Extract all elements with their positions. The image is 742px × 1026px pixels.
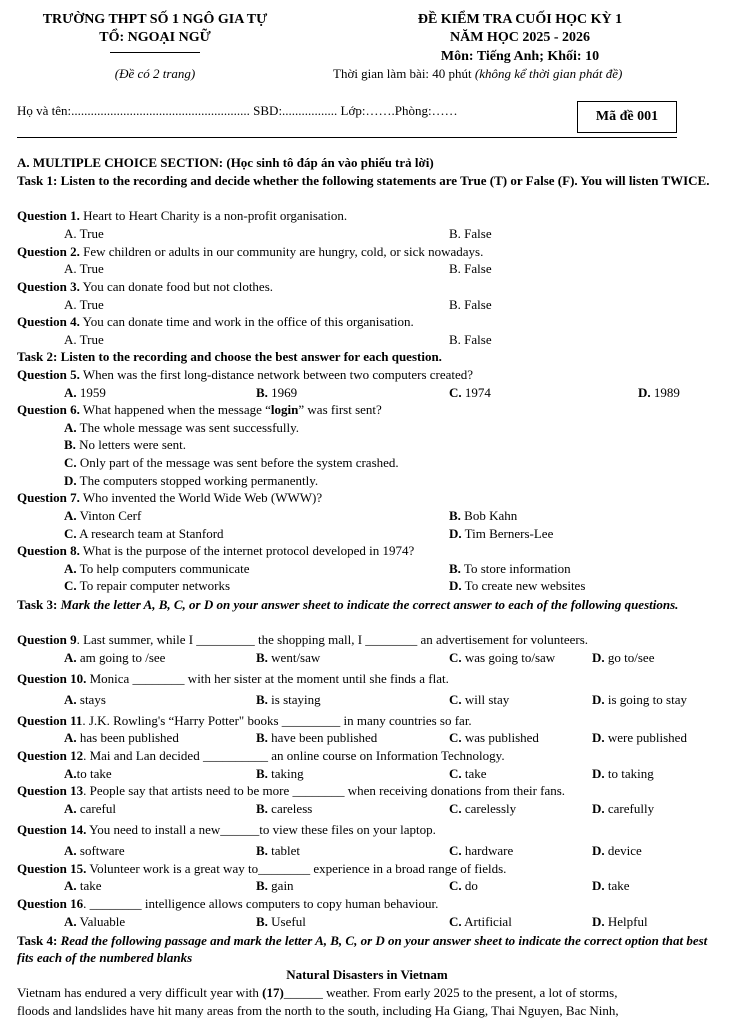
- option-letter: D.: [592, 692, 605, 707]
- option-text: has been published: [76, 730, 179, 745]
- option-letter: A.: [64, 420, 77, 435]
- question-number: Question 1.: [17, 208, 80, 223]
- question-text: Volunteer work is a great way to________ experience in a broad range of fields.: [86, 861, 507, 876]
- school-year: NĂM HỌC 2025 - 2026: [450, 30, 590, 45]
- option-letter: C.: [449, 650, 462, 665]
- question-text: . Mai and Lan decided __________ an online course on Information Technology.: [83, 748, 505, 763]
- exam-title: ĐỀ KIỂM TRA CUỐI HỌC KỲ 1: [417, 12, 623, 27]
- option-letter: D.: [592, 650, 605, 665]
- q3-option-b[interactable]: B. False: [449, 297, 492, 312]
- q12-option-b[interactable]: [256, 766, 304, 782]
- question-text: Who invented the World Wide Web (WWW)?: [79, 490, 323, 505]
- option-letter: B.: [256, 766, 268, 781]
- option-letter: C.: [449, 878, 462, 893]
- option-text: was published: [461, 730, 539, 745]
- q8-option-d[interactable]: [449, 578, 585, 594]
- option-text: The computers stopped working permanently.: [76, 473, 319, 488]
- q15-option-c[interactable]: [449, 878, 478, 894]
- question-keyword: login: [270, 402, 299, 417]
- question-text: . J.K. Rowling's “Harry Potter" books _________ in many countries so far.: [82, 713, 472, 728]
- question-text: You can donate food but not clothes.: [79, 279, 274, 294]
- option-text: take: [461, 766, 487, 781]
- option-text: 1969: [267, 385, 298, 400]
- exam-code-box: [577, 101, 677, 133]
- option-text: To store information: [460, 561, 571, 576]
- question-text-end: ” was first sent?: [298, 402, 382, 417]
- question-number: Question 2.: [17, 244, 80, 259]
- q16-option-d[interactable]: [592, 914, 648, 930]
- option-text: 1974: [461, 385, 491, 400]
- passage-text: Vietnam has endured a very difficult year with: [17, 985, 263, 1000]
- option-text: Useful: [267, 914, 306, 929]
- option-letter: B.: [256, 692, 268, 707]
- question-text: . Last summer, while I _________ the shopping mall, I ________ an advertisement for volunteers.: [76, 632, 589, 647]
- option-text: A research team at Stanford: [76, 526, 224, 541]
- option-letter: A.: [64, 801, 77, 816]
- q13-option-a[interactable]: [64, 801, 116, 817]
- option-text: carelessly: [461, 801, 517, 816]
- q8-option-b[interactable]: [449, 561, 571, 577]
- subject: Môn: Tiếng Anh; Khối: 10: [440, 49, 600, 64]
- option-text: The whole message was sent successfully.: [76, 420, 300, 435]
- q15-option-b[interactable]: [256, 878, 294, 894]
- option-letter: C.: [449, 385, 462, 400]
- question-7: [17, 490, 322, 506]
- exam-code: Mã đề 001: [595, 109, 659, 124]
- q15-option-a[interactable]: [64, 878, 102, 894]
- passage-title: Natural Disasters in Vietnam: [286, 967, 448, 982]
- q11-option-a[interactable]: [64, 730, 179, 746]
- option-letter: D.: [449, 526, 462, 541]
- question-16: [17, 896, 438, 912]
- question-text: You can donate time and work in the office of this organisation.: [79, 314, 414, 329]
- question-9: [17, 632, 588, 648]
- option-letter: A.: [64, 650, 77, 665]
- option-letter: B.: [64, 437, 76, 452]
- option-text: to take: [76, 766, 112, 781]
- question-number: Question 16: [17, 896, 84, 911]
- option-letter: D.: [592, 801, 605, 816]
- option-text: was going to/saw: [461, 650, 556, 665]
- option-text: am going to /see: [76, 650, 166, 665]
- q14-option-c[interactable]: [449, 843, 513, 859]
- question-text: Monica ________ with her sister at the moment until she finds a flat.: [86, 671, 449, 686]
- q5-option-a[interactable]: [64, 385, 106, 401]
- question-text: . ________ intelligence allows computers to copy human behaviour.: [83, 896, 439, 911]
- q2-option-b[interactable]: B. False: [449, 261, 492, 276]
- option-letter: A.: [64, 766, 77, 781]
- question-number: Question 11: [17, 713, 83, 728]
- option-letter: D.: [592, 878, 605, 893]
- q1-option-a[interactable]: A. True: [64, 226, 104, 241]
- option-letter: C.: [449, 766, 462, 781]
- task2-instructions: Task 2: Listen to the recording and choose the best answer for each question.: [17, 349, 442, 364]
- option-letter: A.: [64, 385, 77, 400]
- q10-option-d[interactable]: [592, 692, 687, 708]
- q7-option-d[interactable]: [449, 526, 553, 542]
- question-number: Question 14.: [17, 822, 87, 837]
- q6-option-a[interactable]: [64, 420, 299, 436]
- question-text: What is the purpose of the internet protocol developed in 1974?: [79, 543, 415, 558]
- q12-option-a[interactable]: [64, 766, 112, 782]
- option-letter: D.: [592, 730, 605, 745]
- section-a-title: A. MULTIPLE CHOICE SECTION: (Học sinh tô đáp án vào phiếu trả lời): [17, 155, 434, 170]
- question-13: [17, 783, 565, 799]
- task-text: Read the following passage and mark the letter A, B, C, or D on your answer sheet to indicate the correct option that best fits each of the numbered blanks: [17, 933, 708, 965]
- question-12: [17, 748, 505, 764]
- q1-option-b[interactable]: B. False: [449, 226, 492, 241]
- option-text: taking: [267, 766, 304, 781]
- option-text: To repair computer networks: [76, 578, 230, 593]
- question-6: [17, 402, 382, 418]
- q9-option-d[interactable]: [592, 650, 654, 666]
- q10-option-b[interactable]: [256, 692, 321, 708]
- question-5: [17, 367, 473, 383]
- department: TỔ: NGOẠI NGỮ: [99, 30, 211, 45]
- option-letter: A.: [64, 508, 77, 523]
- passage-line-1: [17, 985, 617, 1001]
- q7-option-c[interactable]: [64, 526, 224, 542]
- passage-text-cont: ______ weather. From early 2025 to the present, a lot of storms,: [283, 985, 618, 1000]
- q13-option-c[interactable]: [449, 801, 516, 817]
- option-text: tablet: [267, 843, 301, 858]
- option-letter: B.: [256, 878, 268, 893]
- question-number: Question 6.: [17, 402, 80, 417]
- option-letter: B.: [256, 385, 268, 400]
- q16-option-c[interactable]: [449, 914, 512, 930]
- option-letter: A.: [64, 878, 77, 893]
- option-text: Bob Kahn: [460, 508, 518, 523]
- option-letter: A.: [64, 914, 77, 929]
- option-text: No letters were sent.: [75, 437, 187, 452]
- question-11: [17, 713, 472, 729]
- option-letter: B.: [256, 650, 268, 665]
- option-text: To create new websites: [461, 578, 586, 593]
- task1-instructions: Task 1: Listen to the recording and decide whether the following statements are True (T) or False (F). You will listen TWICE.: [17, 173, 710, 188]
- q11-option-d[interactable]: [592, 730, 687, 746]
- q3-option-a[interactable]: A. True: [64, 297, 104, 312]
- option-letter: D.: [592, 766, 605, 781]
- option-letter: C.: [64, 578, 77, 593]
- q15-option-d[interactable]: [592, 878, 630, 894]
- page-count: (Đề có 2 trang): [114, 66, 196, 81]
- option-text: Vinton Cerf: [76, 508, 142, 523]
- option-letter: D.: [592, 843, 605, 858]
- question-15: [17, 861, 506, 877]
- q6-option-c[interactable]: [64, 455, 399, 471]
- task4-instructions: [17, 932, 723, 966]
- q16-option-a[interactable]: [64, 914, 125, 930]
- student-info-line[interactable]: Họ và tên:....................................................... SBD:................. Lớp:…….Phòng:……: [17, 103, 458, 118]
- q16-option-b[interactable]: [256, 914, 306, 930]
- option-letter: A.: [64, 843, 77, 858]
- option-letter: D.: [449, 578, 462, 593]
- q12-option-c[interactable]: [449, 766, 487, 782]
- option-letter: B.: [449, 508, 461, 523]
- q6-option-b[interactable]: [64, 437, 186, 453]
- q14-option-d[interactable]: [592, 843, 642, 859]
- option-text: To help computers communicate: [76, 561, 250, 576]
- question-text: . People say that artists need to be more ________ when receiving donations from their fans.: [83, 783, 566, 798]
- question-3: [17, 279, 273, 295]
- q8-option-c[interactable]: [64, 578, 230, 594]
- option-letter: A.: [64, 692, 77, 707]
- option-letter: C.: [449, 914, 462, 929]
- option-letter: A.: [64, 730, 77, 745]
- task-label: Task 4:: [17, 933, 61, 948]
- question-number: Question 5.: [17, 367, 80, 382]
- question-number: Question 9: [17, 632, 77, 647]
- option-letter: A.: [64, 561, 77, 576]
- q5-option-b[interactable]: [256, 385, 297, 401]
- option-text: device: [604, 843, 642, 858]
- divider: [17, 137, 677, 138]
- q9-option-a[interactable]: [64, 650, 165, 666]
- blank-17: (17): [262, 985, 284, 1000]
- header-underline: [110, 52, 200, 53]
- question-number: Question 3.: [17, 279, 80, 294]
- option-text: hardware: [461, 843, 514, 858]
- option-letter: C.: [64, 526, 77, 541]
- task-text: Mark the letter A, B, C, or D on your answer sheet to indicate the correct answer to each of the following questions.: [60, 597, 679, 612]
- question-number: Question 13: [17, 783, 84, 798]
- option-text: is staying: [267, 692, 321, 707]
- question-8: [17, 543, 414, 559]
- option-text: do: [461, 878, 478, 893]
- q12-option-d[interactable]: [592, 766, 654, 782]
- option-text: take: [76, 878, 102, 893]
- option-text: will stay: [461, 692, 510, 707]
- task-label: Task 3:: [17, 597, 61, 612]
- q9-option-b[interactable]: [256, 650, 320, 666]
- option-text: take: [604, 878, 630, 893]
- option-text: to taking: [604, 766, 654, 781]
- option-text: software: [76, 843, 125, 858]
- question-text: Few children or adults in our community are hungry, cold, or sick nowadays.: [79, 244, 484, 259]
- option-letter: C.: [449, 730, 462, 745]
- q4-option-a[interactable]: A. True: [64, 332, 104, 347]
- q14-option-b[interactable]: [256, 843, 300, 859]
- question-text: When was the first long-distance network between two computers created?: [79, 367, 474, 382]
- q10-option-c[interactable]: [449, 692, 509, 708]
- option-text: Helpful: [604, 914, 648, 929]
- q7-option-a[interactable]: [64, 508, 141, 524]
- option-letter: B.: [256, 914, 268, 929]
- q13-option-d[interactable]: [592, 801, 654, 817]
- question-text: What happened when the message “: [79, 402, 271, 417]
- question-number: Question 10.: [17, 671, 87, 686]
- q7-option-b[interactable]: [449, 508, 517, 524]
- q13-option-b[interactable]: [256, 801, 312, 817]
- option-text: carefully: [604, 801, 655, 816]
- option-letter: C.: [449, 843, 462, 858]
- q10-option-a[interactable]: [64, 692, 106, 708]
- option-text: went/saw: [267, 650, 321, 665]
- question-number: Question 15.: [17, 861, 87, 876]
- question-number: Question 12: [17, 748, 84, 763]
- q4-option-b[interactable]: B. False: [449, 332, 492, 347]
- q8-option-a[interactable]: [64, 561, 250, 577]
- question-4: [17, 314, 414, 330]
- option-letter: B.: [256, 843, 268, 858]
- exam-time: [333, 66, 622, 82]
- question-2: [17, 244, 483, 260]
- question-number: Question 7.: [17, 490, 80, 505]
- time-note: (không kể thời gian phát đề): [474, 66, 623, 81]
- option-text: gain: [267, 878, 294, 893]
- option-text: go to/see: [604, 650, 655, 665]
- option-text: Only part of the message was sent before the system crashed.: [76, 455, 399, 470]
- option-letter: D.: [64, 473, 77, 488]
- passage-line-2: floods and landslides have hit many areas from the north to the south, including Ha Giang, Thai Nguyen, Bac Ninh,: [17, 1003, 619, 1018]
- question-text: You need to install a new______to view these files on your laptop.: [86, 822, 436, 837]
- option-text: Artificial: [461, 914, 512, 929]
- option-text: is going to stay: [604, 692, 687, 707]
- question-number: Question 8.: [17, 543, 80, 558]
- option-text: Tim Berners-Lee: [461, 526, 554, 541]
- option-letter: C.: [64, 455, 77, 470]
- option-letter: B.: [449, 561, 461, 576]
- option-letter: D.: [592, 914, 605, 929]
- question-1: [17, 208, 347, 224]
- q5-option-c[interactable]: [449, 385, 491, 401]
- option-text: 1959: [76, 385, 106, 400]
- option-letter: B.: [256, 730, 268, 745]
- option-letter: B.: [256, 801, 268, 816]
- q14-option-a[interactable]: [64, 843, 125, 859]
- option-text: 1989: [650, 385, 680, 400]
- q11-option-c[interactable]: [449, 730, 539, 746]
- q6-option-d[interactable]: [64, 473, 318, 489]
- option-letter: C.: [449, 692, 462, 707]
- q11-option-b[interactable]: [256, 730, 377, 746]
- option-text: have been published: [267, 730, 378, 745]
- q2-option-a[interactable]: A. True: [64, 261, 104, 276]
- q5-option-d[interactable]: [638, 385, 680, 401]
- option-text: stays: [76, 692, 106, 707]
- question-number: Question 4.: [17, 314, 80, 329]
- school-name: TRƯỜNG THPT SỐ 1 NGÔ GIA TỰ: [42, 12, 268, 27]
- task3-instructions: [17, 596, 723, 613]
- option-text: careful: [76, 801, 116, 816]
- option-letter: C.: [449, 801, 462, 816]
- question-10: [17, 671, 449, 687]
- question-14: [17, 822, 436, 838]
- time-label: Thời gian làm bài: 40 phút: [333, 66, 475, 81]
- option-text: careless: [267, 801, 313, 816]
- q9-option-c[interactable]: [449, 650, 555, 666]
- question-text: Heart to Heart Charity is a non-profit organisation.: [79, 208, 348, 223]
- option-text: were published: [604, 730, 687, 745]
- option-letter: D.: [638, 385, 651, 400]
- option-text: Valuable: [76, 914, 126, 929]
